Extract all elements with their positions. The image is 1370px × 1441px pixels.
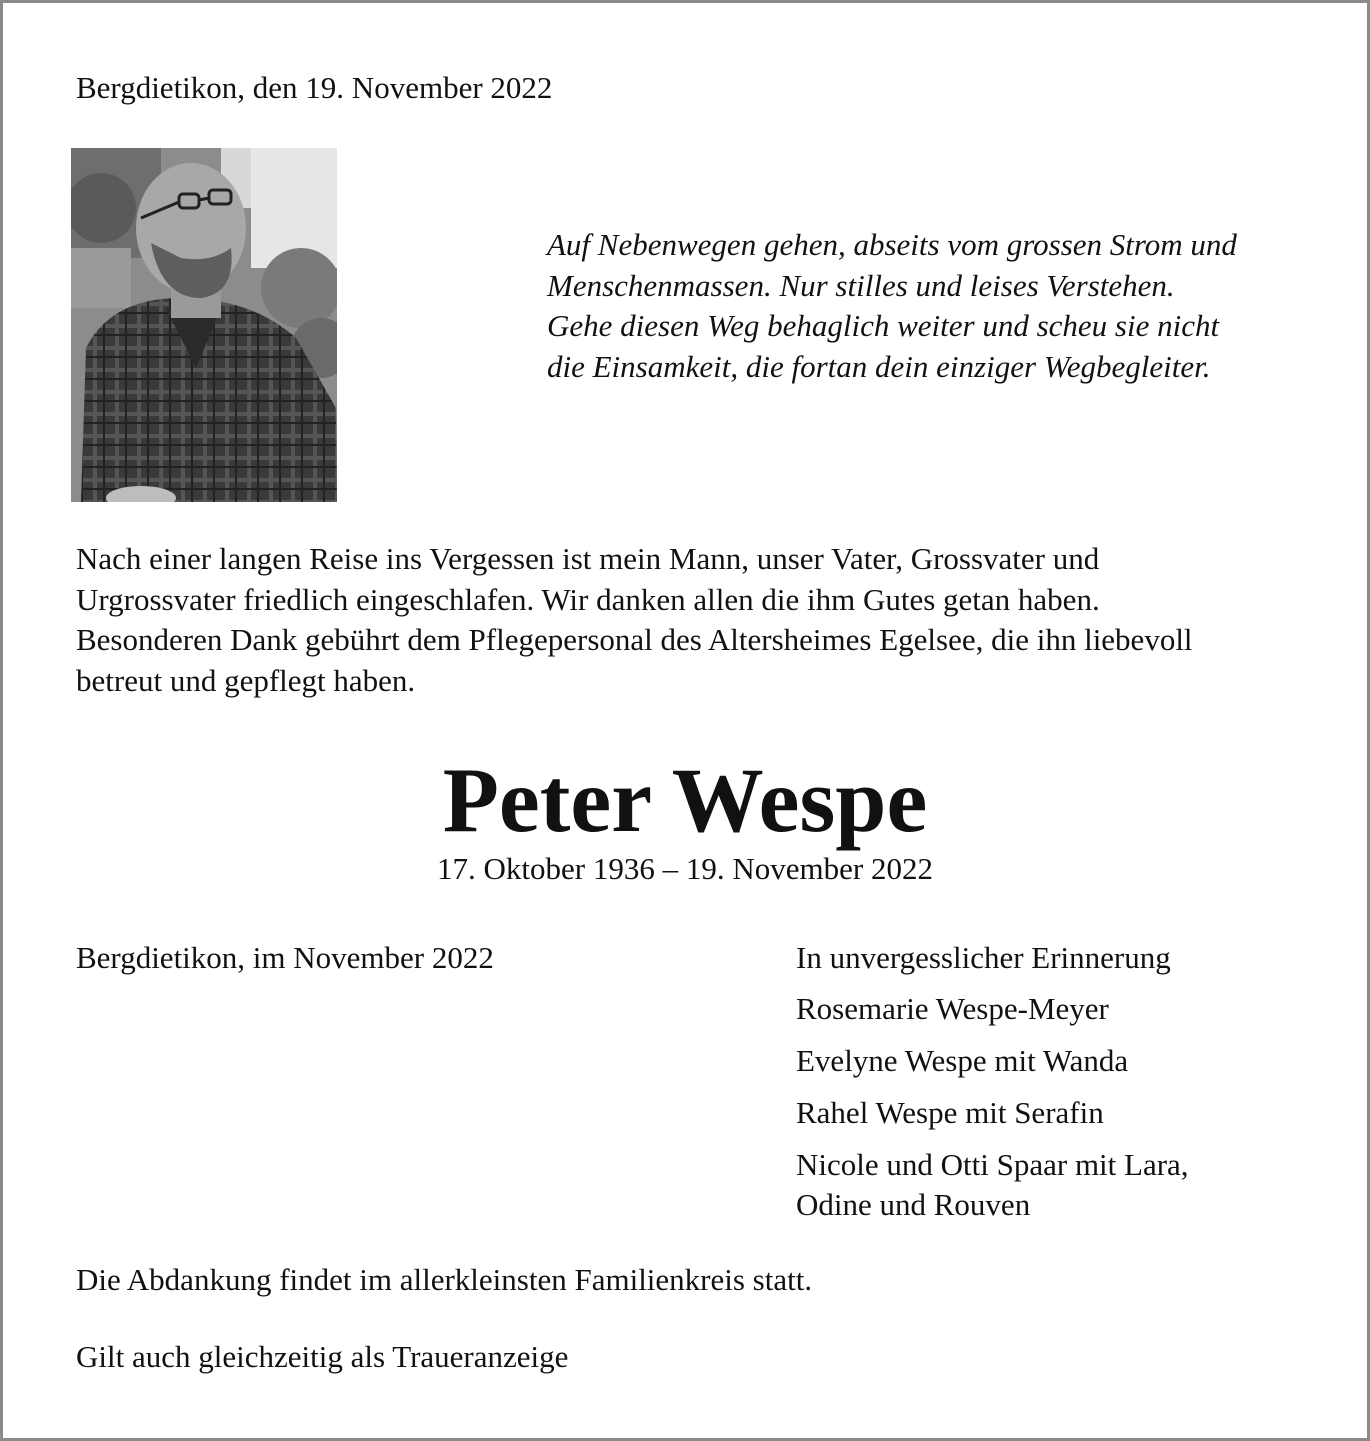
quote: [547, 225, 1237, 387]
mourner-line: Rosemarie Wespe-Meyer: [796, 991, 1109, 1026]
deceased-name: Peter Wespe: [442, 749, 928, 851]
ceremony-note: Die Abdankung findet im allerkleinsten Familienkreis statt.: [76, 1262, 813, 1297]
life-dates: 17. Oktober 1936 – 19. November 2022: [437, 851, 933, 886]
message-line: Urgrossvater friedlich eingeschlafen. Wir danken allen die ihm Gutes getan haben.: [76, 581, 1100, 617]
message-line: Nach einer langen Reise ins Vergessen ist mein Mann, unser Vater, Grossvater und: [76, 541, 1100, 576]
footer-place-date: Bergdietikon, im November 2022: [76, 940, 494, 975]
notice-note: Gilt auch gleichzeitig als Traueranzeige: [76, 1339, 569, 1374]
quote-line: Gehe diesen Weg behaglich weiter und scheu sie nicht: [547, 308, 1220, 343]
portrait-photo: [71, 148, 337, 502]
message-line: betreut und gepflegt haben.: [76, 662, 416, 698]
header-place-date: Bergdietikon, den 19. November 2022: [76, 70, 553, 105]
message-line: Besonderen Dank gebührt dem Pflegepersonal des Altersheimes Egelsee, die ihn liebevoll: [76, 622, 1193, 657]
quote-line: die Einsamkeit, die fortan dein einziger Wegbegleiter.: [547, 348, 1211, 384]
mourner-line: Nicole und Otti Spaar mit Lara,: [796, 1147, 1189, 1182]
mourner-line: Evelyne Wespe mit Wanda: [796, 1043, 1129, 1078]
quote-line: Menschenmassen. Nur stilles und leises Verstehen.: [547, 267, 1175, 303]
quote-line: Auf Nebenwegen gehen, abseits vom grossen Strom und: [547, 227, 1237, 262]
mourner-line: In unvergesslicher Erinnerung: [796, 940, 1171, 975]
message: [76, 539, 1193, 701]
mourner-line: Rahel Wespe mit Serafin: [796, 1095, 1104, 1130]
mourner-line: Odine und Rouven: [796, 1187, 1031, 1222]
